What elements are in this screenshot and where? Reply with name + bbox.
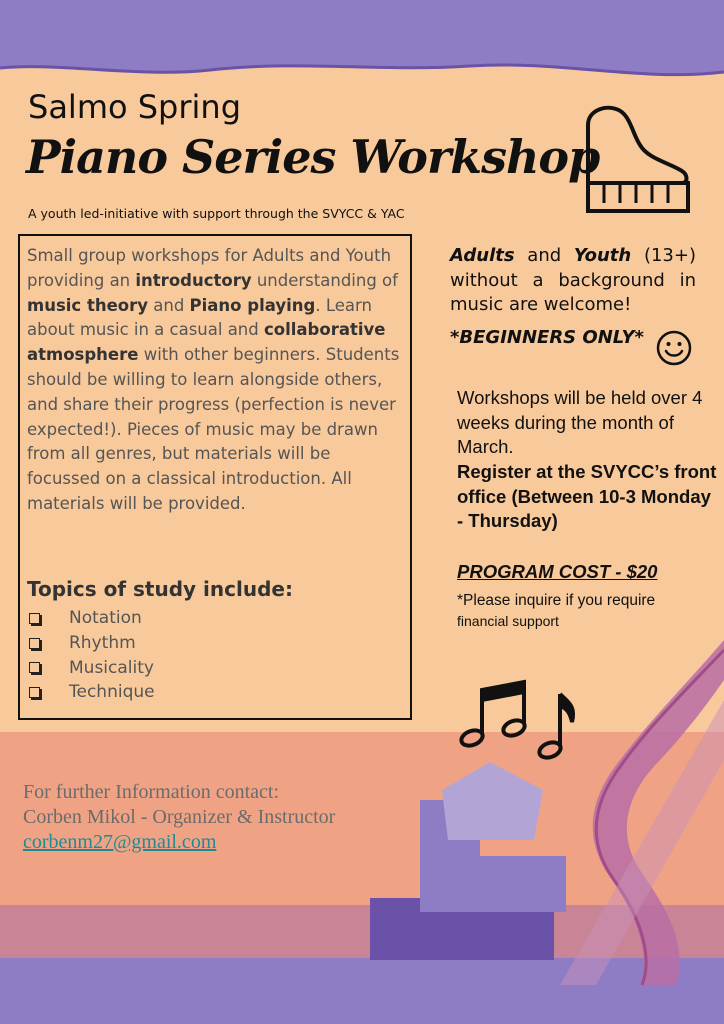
workshop-description: Small group workshops for Adults and Youth providing an introductory understanding of music theory and Piano playing. Learn about music in a casual and collaborative atmosphere with other beginners. Students should be willing to learn alongside others, and share their progress (perfection is never expected!). Pieces of music may be drawn from all genres, but materials will be focussed on a classical introduction. All materials will be provided. xyxy=(27,246,400,513)
schedule-text: Workshops will be held over 4 weeks during the month of March. xyxy=(457,387,703,457)
list-item: Notation xyxy=(27,606,155,631)
bold-music-theory: music theory xyxy=(27,295,148,315)
list-item: Rhythm xyxy=(27,631,155,656)
list-item: Musicality xyxy=(27,656,155,681)
register-text: Register at the SVYCC’s front office (Between 10-3 Monday - Thursday) xyxy=(457,461,717,531)
tagline: A youth led-initiative with support through the SVYCC & YAC xyxy=(28,206,405,221)
topics-title: Topics of study include: xyxy=(27,577,293,601)
financial-support-note: *Please inquire if you require financial support xyxy=(457,592,656,629)
contact-heading: For further Information contact: xyxy=(23,781,280,803)
bold-introductory: introductory xyxy=(135,270,252,290)
bold-piano-playing: Piano playing xyxy=(189,295,316,315)
smiley-face-icon xyxy=(656,330,692,366)
checkbox-icon xyxy=(29,662,40,673)
checkbox-icon xyxy=(29,613,40,624)
page-title: Piano Series Workshop xyxy=(26,130,600,184)
topics-list xyxy=(27,606,155,705)
music-notes-icon xyxy=(458,676,580,762)
checkbox-icon xyxy=(29,638,40,649)
beginners-only: *BEGINNERS ONLY* xyxy=(450,327,644,348)
contact-organizer: Corben Mikol - Organizer & Instructor xyxy=(23,805,336,828)
checkbox-icon xyxy=(29,687,40,698)
program-cost: PROGRAM COST - $20 xyxy=(457,561,658,582)
contact-email-link[interactable]: corbenm27@gmail.com xyxy=(23,830,217,853)
contact-info xyxy=(23,780,335,854)
list-item: Technique xyxy=(27,680,155,705)
header-salmo-spring: Salmo Spring xyxy=(28,88,241,126)
audience-text: Adults and Youth (13+) without a background in music are welcome! xyxy=(450,245,696,316)
bold-collaborative: collaborative atmosphere xyxy=(27,320,386,365)
